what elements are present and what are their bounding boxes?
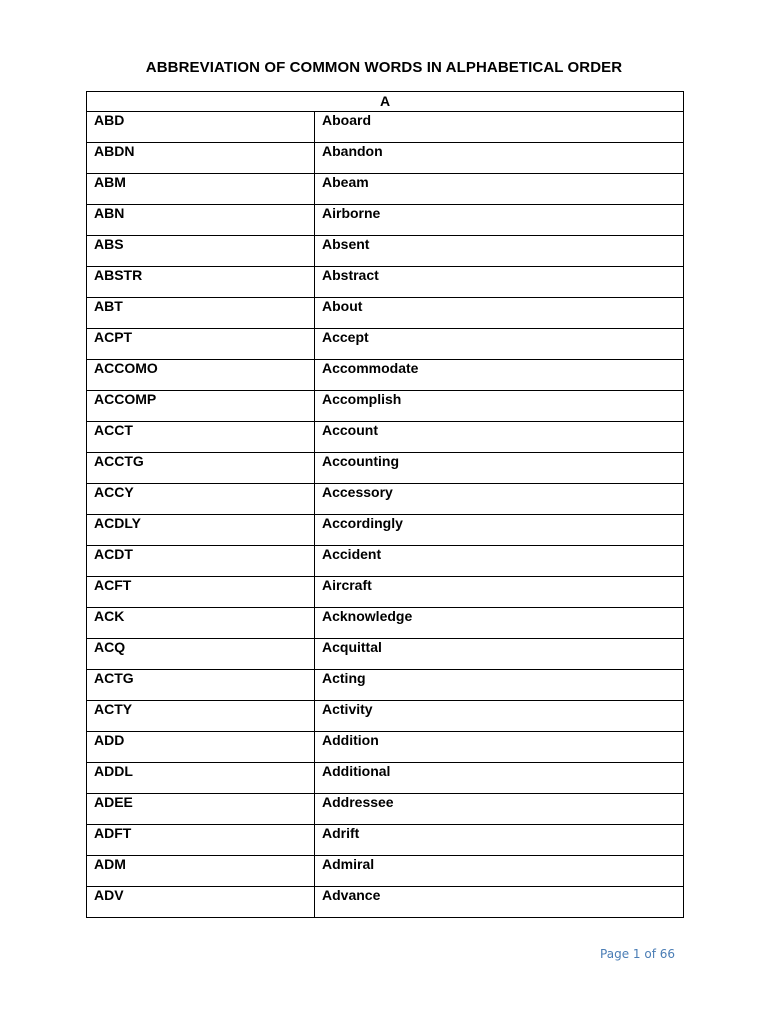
abbreviation-cell: ABT xyxy=(87,298,315,329)
word-cell: Airborne xyxy=(315,205,684,236)
abbreviation-cell: ACQ xyxy=(87,639,315,670)
table-row xyxy=(87,763,684,794)
word-cell: Admiral xyxy=(315,856,684,887)
table-row xyxy=(87,794,684,825)
page-number: Page 1 of 66 xyxy=(600,947,675,961)
abbreviation-cell: ABN xyxy=(87,205,315,236)
table-row xyxy=(87,174,684,205)
word-cell: Accounting xyxy=(315,453,684,484)
word-cell: Accept xyxy=(315,329,684,360)
abbreviation-cell: ADD xyxy=(87,732,315,763)
abbreviation-cell: ACCT xyxy=(87,422,315,453)
abbreviation-cell: ACK xyxy=(87,608,315,639)
table-row xyxy=(87,732,684,763)
table-row xyxy=(87,577,684,608)
abbreviation-cell: ACTY xyxy=(87,701,315,732)
word-cell: Accommodate xyxy=(315,360,684,391)
table-row xyxy=(87,329,684,360)
abbreviation-cell: ACDLY xyxy=(87,515,315,546)
table-row xyxy=(87,391,684,422)
word-cell: Absent xyxy=(315,236,684,267)
abbreviation-cell: ABSTR xyxy=(87,267,315,298)
word-cell: Adrift xyxy=(315,825,684,856)
word-cell: Acquittal xyxy=(315,639,684,670)
table-row xyxy=(87,422,684,453)
word-cell: Aircraft xyxy=(315,577,684,608)
table-row xyxy=(87,360,684,391)
table-row xyxy=(87,143,684,174)
word-cell: Addition xyxy=(315,732,684,763)
abbreviation-cell: ACDT xyxy=(87,546,315,577)
abbreviation-cell: ADM xyxy=(87,856,315,887)
table-row xyxy=(87,205,684,236)
table-row xyxy=(87,484,684,515)
section-header-row xyxy=(87,92,684,112)
word-cell: Accident xyxy=(315,546,684,577)
table-row xyxy=(87,546,684,577)
word-cell: Addressee xyxy=(315,794,684,825)
word-cell: Abstract xyxy=(315,267,684,298)
word-cell: Acting xyxy=(315,670,684,701)
table-row xyxy=(87,236,684,267)
abbreviation-cell: ADDL xyxy=(87,763,315,794)
word-cell: Abeam xyxy=(315,174,684,205)
abbreviation-cell: ADEE xyxy=(87,794,315,825)
table-row xyxy=(87,701,684,732)
word-cell: Activity xyxy=(315,701,684,732)
word-cell: Aboard xyxy=(315,112,684,143)
abbreviation-cell: ABM xyxy=(87,174,315,205)
abbreviation-cell: ACCY xyxy=(87,484,315,515)
abbreviation-cell: ACTG xyxy=(87,670,315,701)
abbreviation-cell: ACCTG xyxy=(87,453,315,484)
page-title: ABBREVIATION OF COMMON WORDS IN ALPHABETICAL ORDER xyxy=(145,59,623,76)
table-row xyxy=(87,825,684,856)
word-cell: Acknowledge xyxy=(315,608,684,639)
abbreviation-cell: ACFT xyxy=(87,577,315,608)
word-cell: Accessory xyxy=(315,484,684,515)
abbreviation-cell: ACCOMP xyxy=(87,391,315,422)
word-cell: Account xyxy=(315,422,684,453)
abbreviation-cell: ABDN xyxy=(87,143,315,174)
word-cell: About xyxy=(315,298,684,329)
table-row xyxy=(87,856,684,887)
table-row xyxy=(87,639,684,670)
abbreviation-cell: ADV xyxy=(87,887,315,918)
section-letter: A xyxy=(87,92,684,112)
table-body xyxy=(87,92,684,918)
abbreviation-cell: ACCOMO xyxy=(87,360,315,391)
table-row xyxy=(87,670,684,701)
table-row xyxy=(87,453,684,484)
table-row xyxy=(87,515,684,546)
abbreviation-cell: ABD xyxy=(87,112,315,143)
word-cell: Accomplish xyxy=(315,391,684,422)
word-cell: Advance xyxy=(315,887,684,918)
word-cell: Abandon xyxy=(315,143,684,174)
table-row xyxy=(87,608,684,639)
table-row xyxy=(87,298,684,329)
table-row xyxy=(87,887,684,918)
table-row xyxy=(87,267,684,298)
abbreviation-cell: ACPT xyxy=(87,329,315,360)
word-cell: Accordingly xyxy=(315,515,684,546)
word-cell: Additional xyxy=(315,763,684,794)
abbreviation-cell: ABS xyxy=(87,236,315,267)
abbreviation-cell: ADFT xyxy=(87,825,315,856)
abbreviation-table xyxy=(86,91,684,918)
table-row xyxy=(87,112,684,143)
